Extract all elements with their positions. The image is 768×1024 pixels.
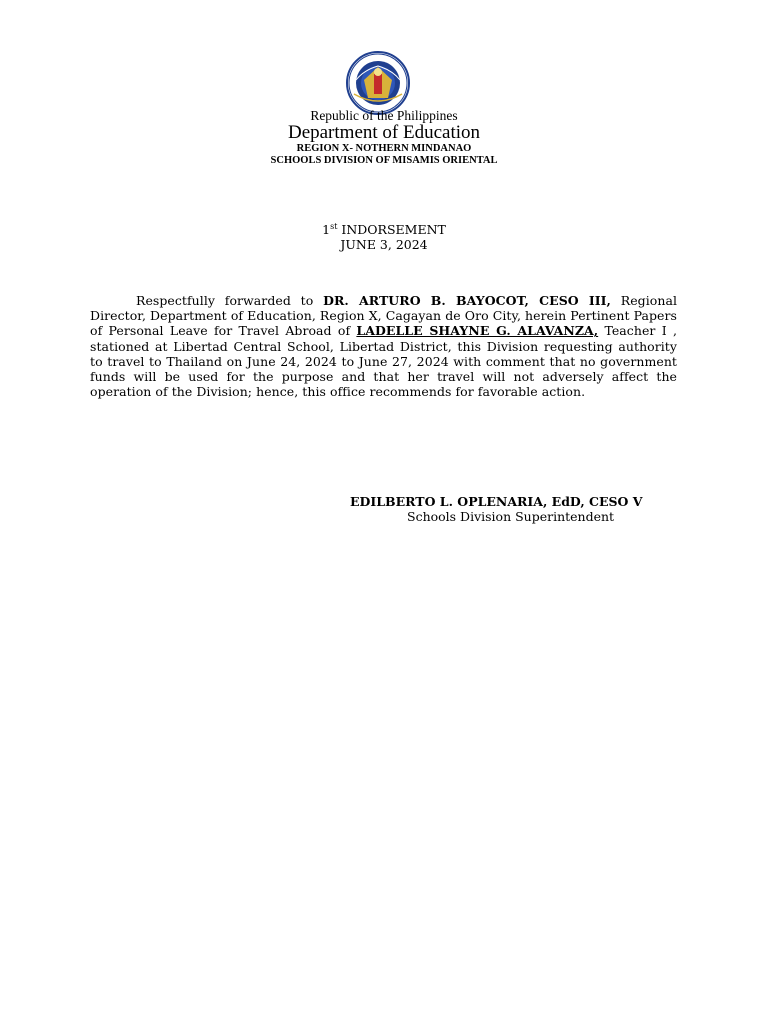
indorsement-label: INDORSEMENT bbox=[341, 222, 446, 237]
indorsement-heading bbox=[0, 222, 768, 252]
signatory-position: Schools Division Superintendent bbox=[407, 509, 615, 524]
indorsement-title bbox=[0, 222, 768, 237]
ordinal-number: 1 bbox=[322, 222, 331, 237]
signatory-name: EDILBERTO L. OPLENARIA, EdD, CESO V bbox=[350, 494, 643, 509]
deped-seal-icon bbox=[334, 50, 422, 116]
body-part-3: Teacher I , stationed at Libertad Central School, Libertad District, this Division requesting authority to travel to Thailand on June 24, 2024 to June 27, 2024 with comment that no government funds will be used for the purpose and that her travel will not adversely affect the operation of the Division; hence, this office recommends for favorable action. bbox=[90, 323, 677, 400]
ordinal-suffix: st bbox=[330, 222, 338, 231]
employee-name: LADELLE SHAYNE G. ALAVANZA, bbox=[356, 323, 599, 339]
department-title: Department of Education bbox=[287, 122, 481, 143]
body-part-2: Regional Director, Department of Education, Region X, Cagayan de Oro City, herein Pertinent Papers of Personal Leave for Travel Abroad of bbox=[90, 293, 677, 339]
republic-line: Republic of the Philippines bbox=[310, 108, 458, 123]
body-intro: Respectfully forwarded to bbox=[136, 293, 324, 308]
region-line: REGION X- NOTHERN MINDANAO bbox=[296, 143, 472, 154]
division-line: SCHOOLS DIVISION OF MISAMIS ORIENTAL bbox=[270, 155, 498, 166]
addressee-name: DR. ARTURO B. BAYOCOT, CESO III, bbox=[323, 293, 611, 308]
indorsement-date: JUNE 3, 2024 bbox=[340, 237, 428, 252]
indorsement-body bbox=[90, 293, 677, 399]
